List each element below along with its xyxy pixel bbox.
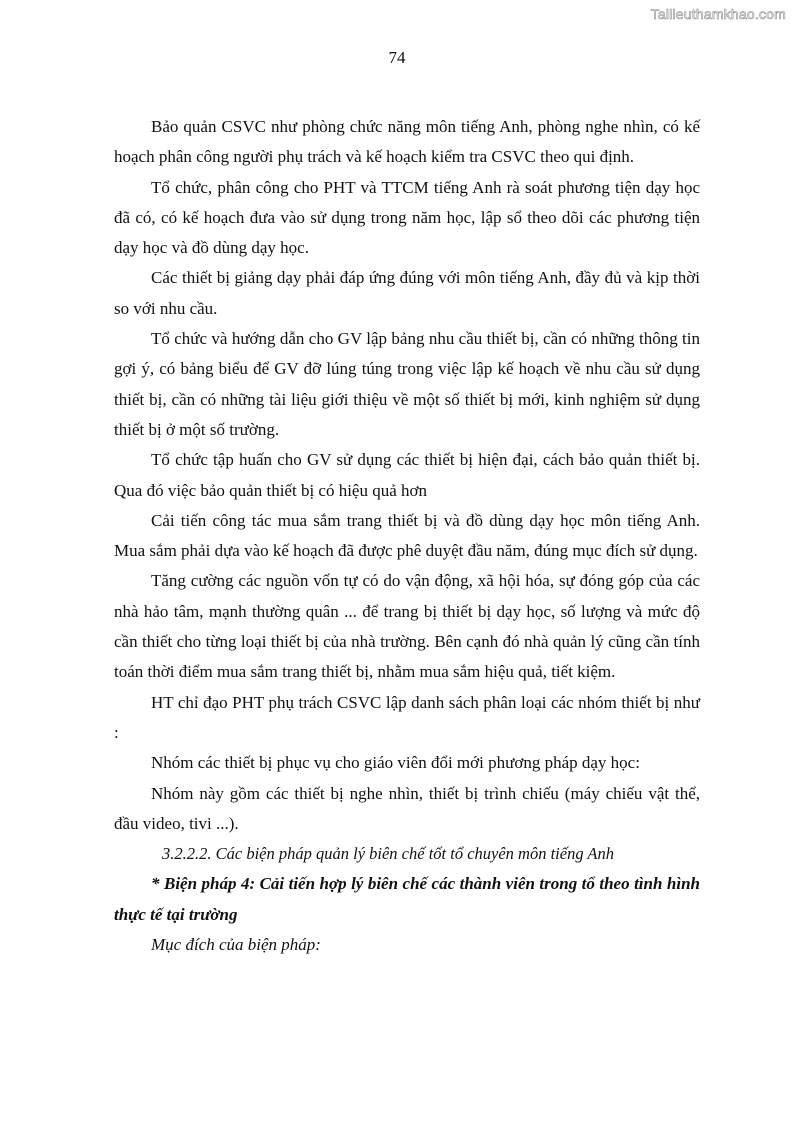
paragraph-teacher-group: Nhóm các thiết bị phục vụ cho giáo viên đổi mới phương pháp dạy học: bbox=[151, 753, 640, 773]
paragraph-av-group: Nhóm này gồm các thiết bị nghe nhìn, thiết bị trình chiếu (máy chiếu vật thể, đầu video, tivi ...). bbox=[114, 783, 700, 833]
paragraph-classification: HT chỉ đạo PHT phụ trách CSVC lập danh sách phân loại các nhóm thiết bị như : bbox=[114, 692, 700, 742]
paragraph-funding: Tăng cường các nguồn vốn tự có do vận động, xã hội hóa, sự đóng góp của các nhà hảo tâm, mạnh thường quân ... để trang bị thiết bị dạy học, số lượng và mức độ cần thiết cho từng loại thiết bị của nhà trường. Bên cạnh đó nhà quản lý cũng cần tính toán thời điểm mua sắm trang thiết bị, nhằm mua sắm hiệu quả, tiết kiệm. bbox=[114, 571, 700, 682]
paragraph-organize-review: Tổ chức, phân công cho PHT và TTCM tiếng Anh rà soát phương tiện dạy học đã có, có kế hoạch đưa vào sử dụng trong năm học, lập sổ theo dõi các phương tiện dạy học và đồ dùng dạy học. bbox=[114, 177, 700, 258]
paragraph-csvc-storage: Bảo quản CSVC như phòng chức năng môn tiếng Anh, phòng nghe nhìn, có kế hoạch phân công người phụ trách và kế hoạch kiểm tra CSVC theo qui định. bbox=[114, 117, 700, 167]
document-body bbox=[114, 112, 700, 960]
section-heading: 3.2.2.2. Các biện pháp quản lý biên chế tốt tổ chuyên môn tiếng Anh bbox=[162, 844, 614, 864]
paragraph-training: Tổ chức tập huấn cho GV sử dụng các thiết bị hiện đại, cách bảo quản thiết bị. Qua đó việc bảo quản thiết bị có hiệu quả hơn bbox=[114, 450, 700, 500]
page-number: 74 bbox=[388, 48, 406, 67]
measure-heading: * Biện pháp 4: Cải tiến hợp lý biên chế các thành viên trong tổ theo tình hình thực tế tại trường bbox=[114, 874, 700, 924]
watermark: Tailieuthamkhao.com bbox=[650, 6, 786, 22]
paragraph-equipment-requirements: Các thiết bị giảng dạy phải đáp ứng đúng với môn tiếng Anh, đầy đủ và kịp thời so với nhu cầu. bbox=[114, 268, 700, 318]
paragraph-needs-table: Tổ chức và hướng dẫn cho GV lập bảng nhu cầu thiết bị, cần có những thông tin gợi ý, có bảng biểu để GV đỡ lúng túng trong việc lập kế hoạch về nhu cầu sử dụng thiết bị, cần có những tài liệu giới thiệu về một số thiết bị mới, kinh nghiệm sử dụng thiết bị ở một số trường. bbox=[114, 329, 700, 439]
purpose-label: Mục đích của biện pháp: bbox=[151, 935, 321, 955]
paragraph-procurement: Cải tiến công tác mua sắm trang thiết bị và đồ dùng dạy học môn tiếng Anh. Mua sắm phải dựa vào kế hoạch đã được phê duyệt đầu năm, đúng mục đích sử dụng. bbox=[114, 510, 700, 561]
